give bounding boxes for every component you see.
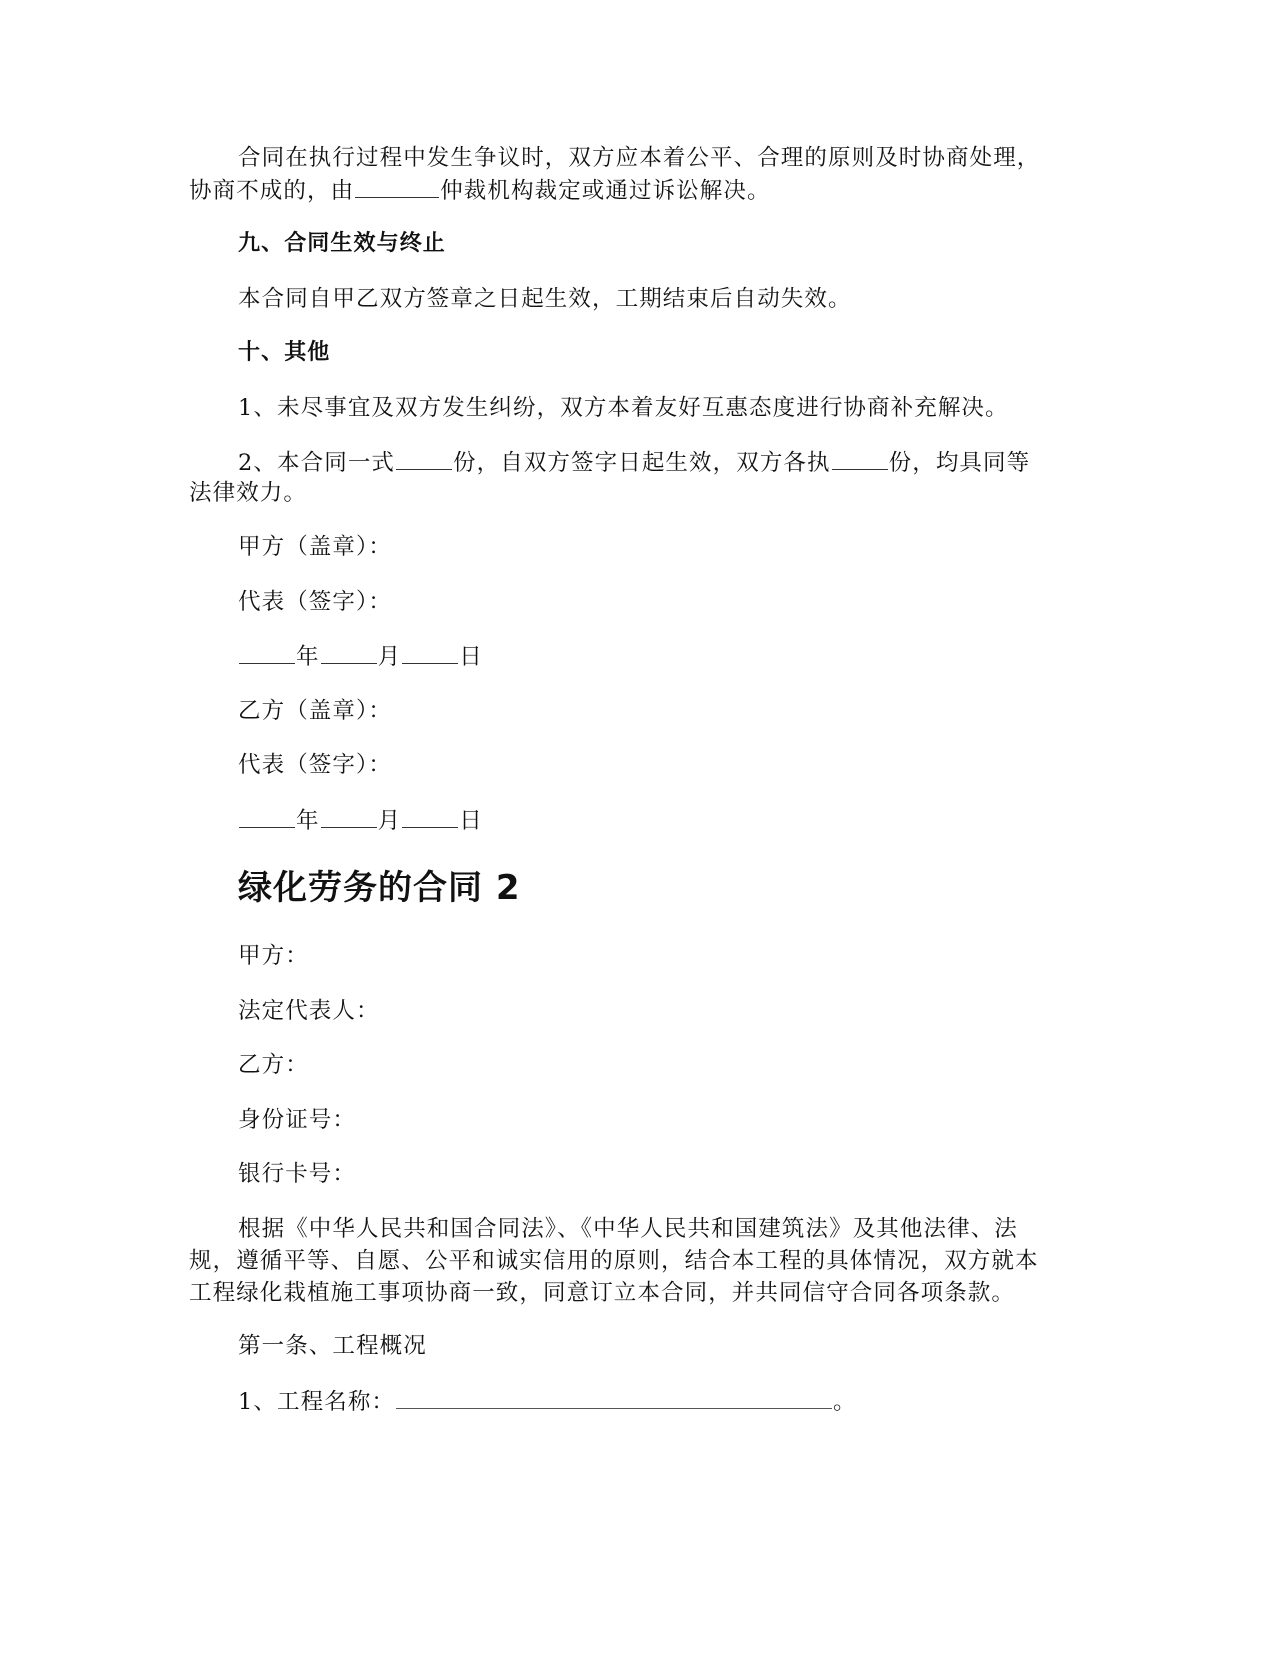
contract2-party-a: 甲方： [238,943,309,969]
copies-text-2: 份，自双方签字日起生效，双方各执 [453,450,831,476]
section9-heading: 九、合同生效与终止 [238,231,446,256]
party-a-seal-label: 甲方（盖章）： [238,534,392,560]
section10-item2-line1 [238,447,1030,478]
contract2-legal-rep: 法定代表人： [238,998,380,1024]
year-blank [239,641,295,664]
party-b-seal-label: 乙方（盖章）： [238,698,392,724]
project-name-line [238,1386,857,1417]
party-b-rep-label: 代表（签字）： [238,752,392,778]
project-name-end: 。 [833,1389,857,1415]
party-b-date [238,805,483,836]
contract2-party-b: 乙方： [238,1052,309,1078]
month-blank [321,641,377,664]
dispute-text-after: 仲裁机构裁定或通过诉讼解决。 [440,178,771,204]
copies-total-blank [396,447,452,470]
section10-heading: 十、其他 [238,340,331,365]
article1-heading: 第一条、工程概况 [238,1333,427,1359]
project-name-label: 1、工程名称： [238,1389,396,1415]
month-blank [321,805,377,828]
party-a-rep-label: 代表（签字）： [238,589,392,615]
preamble-line2: 规，遵循平等、自愿、公平和诚实信用的原则，结合本工程的具体情况，双方就本 [189,1248,1039,1274]
day-blank [402,641,458,664]
copies-each-blank [832,447,888,470]
day-label: 日 [459,808,483,834]
preamble-line3: 工程绿化栽植施工事项协商一致，同意订立本合同，并共同信守合同各项条款。 [189,1280,1016,1306]
dispute-paragraph-line1: 合同在执行过程中发生争议时，双方应本着公平、合理的原则及时协商处理， [238,145,1041,171]
contract2-bank-card: 银行卡号： [238,1161,357,1187]
arbitration-blank [355,175,439,198]
copies-text-1: 2、本合同一式 [238,450,396,476]
dispute-text-before: 协商不成的，由 [189,178,355,204]
section9-text: 本合同自甲乙双方签章之日起生效，工期结束后自动失效。 [238,286,852,312]
year-blank [239,805,295,828]
party-a-date [238,641,483,672]
copies-text-3: 份，均具同等 [888,450,1031,476]
day-label: 日 [459,644,483,670]
day-blank [402,805,458,828]
preamble-line1: 根据《中华人民共和国合同法》、《中华人民共和国建筑法》及其他法律、法 [238,1216,1018,1242]
month-label: 月 [377,644,402,670]
contract2-id-number: 身份证号： [238,1107,357,1133]
section10-item1: 1、未尽事宜及双方发生纠纷，双方本着友好互惠态度进行协商补充解决。 [238,395,1009,421]
section10-item2-line2: 法律效力。 [189,480,308,506]
month-label: 月 [377,808,402,834]
year-label: 年 [296,644,320,670]
dispute-paragraph-line2 [189,175,771,206]
project-name-blank [396,1386,832,1409]
contract2-title: 绿化劳务的合同 2 [238,868,521,908]
year-label: 年 [296,808,320,834]
